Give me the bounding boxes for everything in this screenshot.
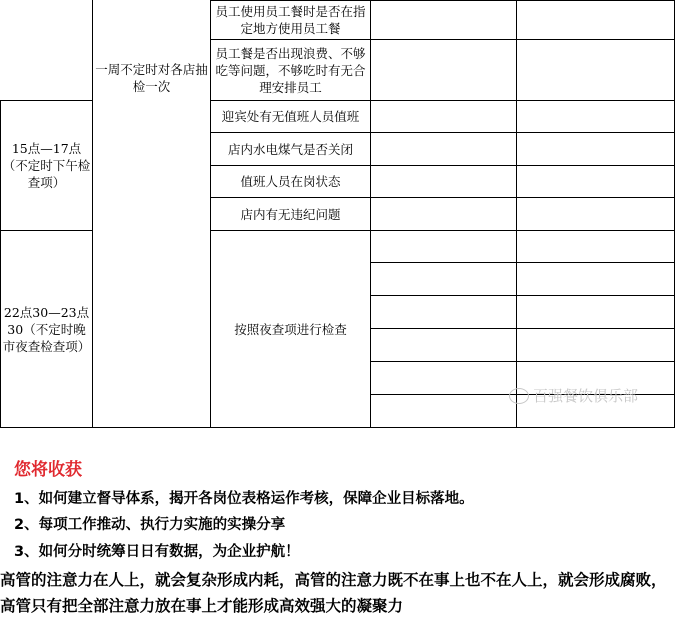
grid-line <box>370 0 371 427</box>
grid-line <box>516 0 517 427</box>
watermark <box>509 385 638 406</box>
gains-title: 您将收获 <box>14 460 82 480</box>
watermark-text: 百强餐饮俱乐部 <box>533 387 639 405</box>
check-item: 迎宾处有无值班人员值班 <box>221 109 360 124</box>
grid-line <box>92 0 93 427</box>
grid-line <box>370 295 675 296</box>
check-item: 店内有无违纪问题 <box>240 206 341 222</box>
gain-item: 1、如何建立督导体系，揭开各岗位表格运作考核，保障企业目标落地。 <box>14 491 474 507</box>
check-item: 店内水电煤气是否关闭 <box>227 141 353 157</box>
check-item: 按照夜查项进行检查 <box>234 321 347 337</box>
grid-line <box>210 0 211 427</box>
check-item: 值班人员在岗状态 <box>240 174 341 189</box>
frequency-cell: 一周不定时对各店抽检一次 <box>95 62 208 94</box>
closing-paragraph: 高管的注意力在人上，就会复杂形成内耗，高管的注意力既不在事上也不在人上，就会形成腐败，高管只有把全部注意力放在事上才能形成高效强大的凝聚力 <box>0 571 667 615</box>
grid-line <box>370 262 675 263</box>
grid-line <box>0 100 1 427</box>
check-item: 员工使用员工餐时是否在指定地方使用员工餐 <box>215 4 366 36</box>
grid-line <box>0 427 675 428</box>
gain-item: 3、如何分时统筹日日有数据，为企业护航！ <box>14 544 300 560</box>
grid-line <box>370 361 675 362</box>
time-slot-afternoon: 15点—17点 （不定时下午检查项） <box>2 141 91 190</box>
gain-item: 2、每项工作推动、执行力实施的实操分享 <box>14 517 286 533</box>
wechat-icon <box>509 388 529 404</box>
grid-line <box>370 328 675 329</box>
check-item: 员工餐是否出现浪费、不够吃等问题，不够吃时有无合理安排员工 <box>215 45 366 95</box>
time-slot-night: 22点30—23点30（不定时晚市夜查检查项） <box>2 304 91 354</box>
